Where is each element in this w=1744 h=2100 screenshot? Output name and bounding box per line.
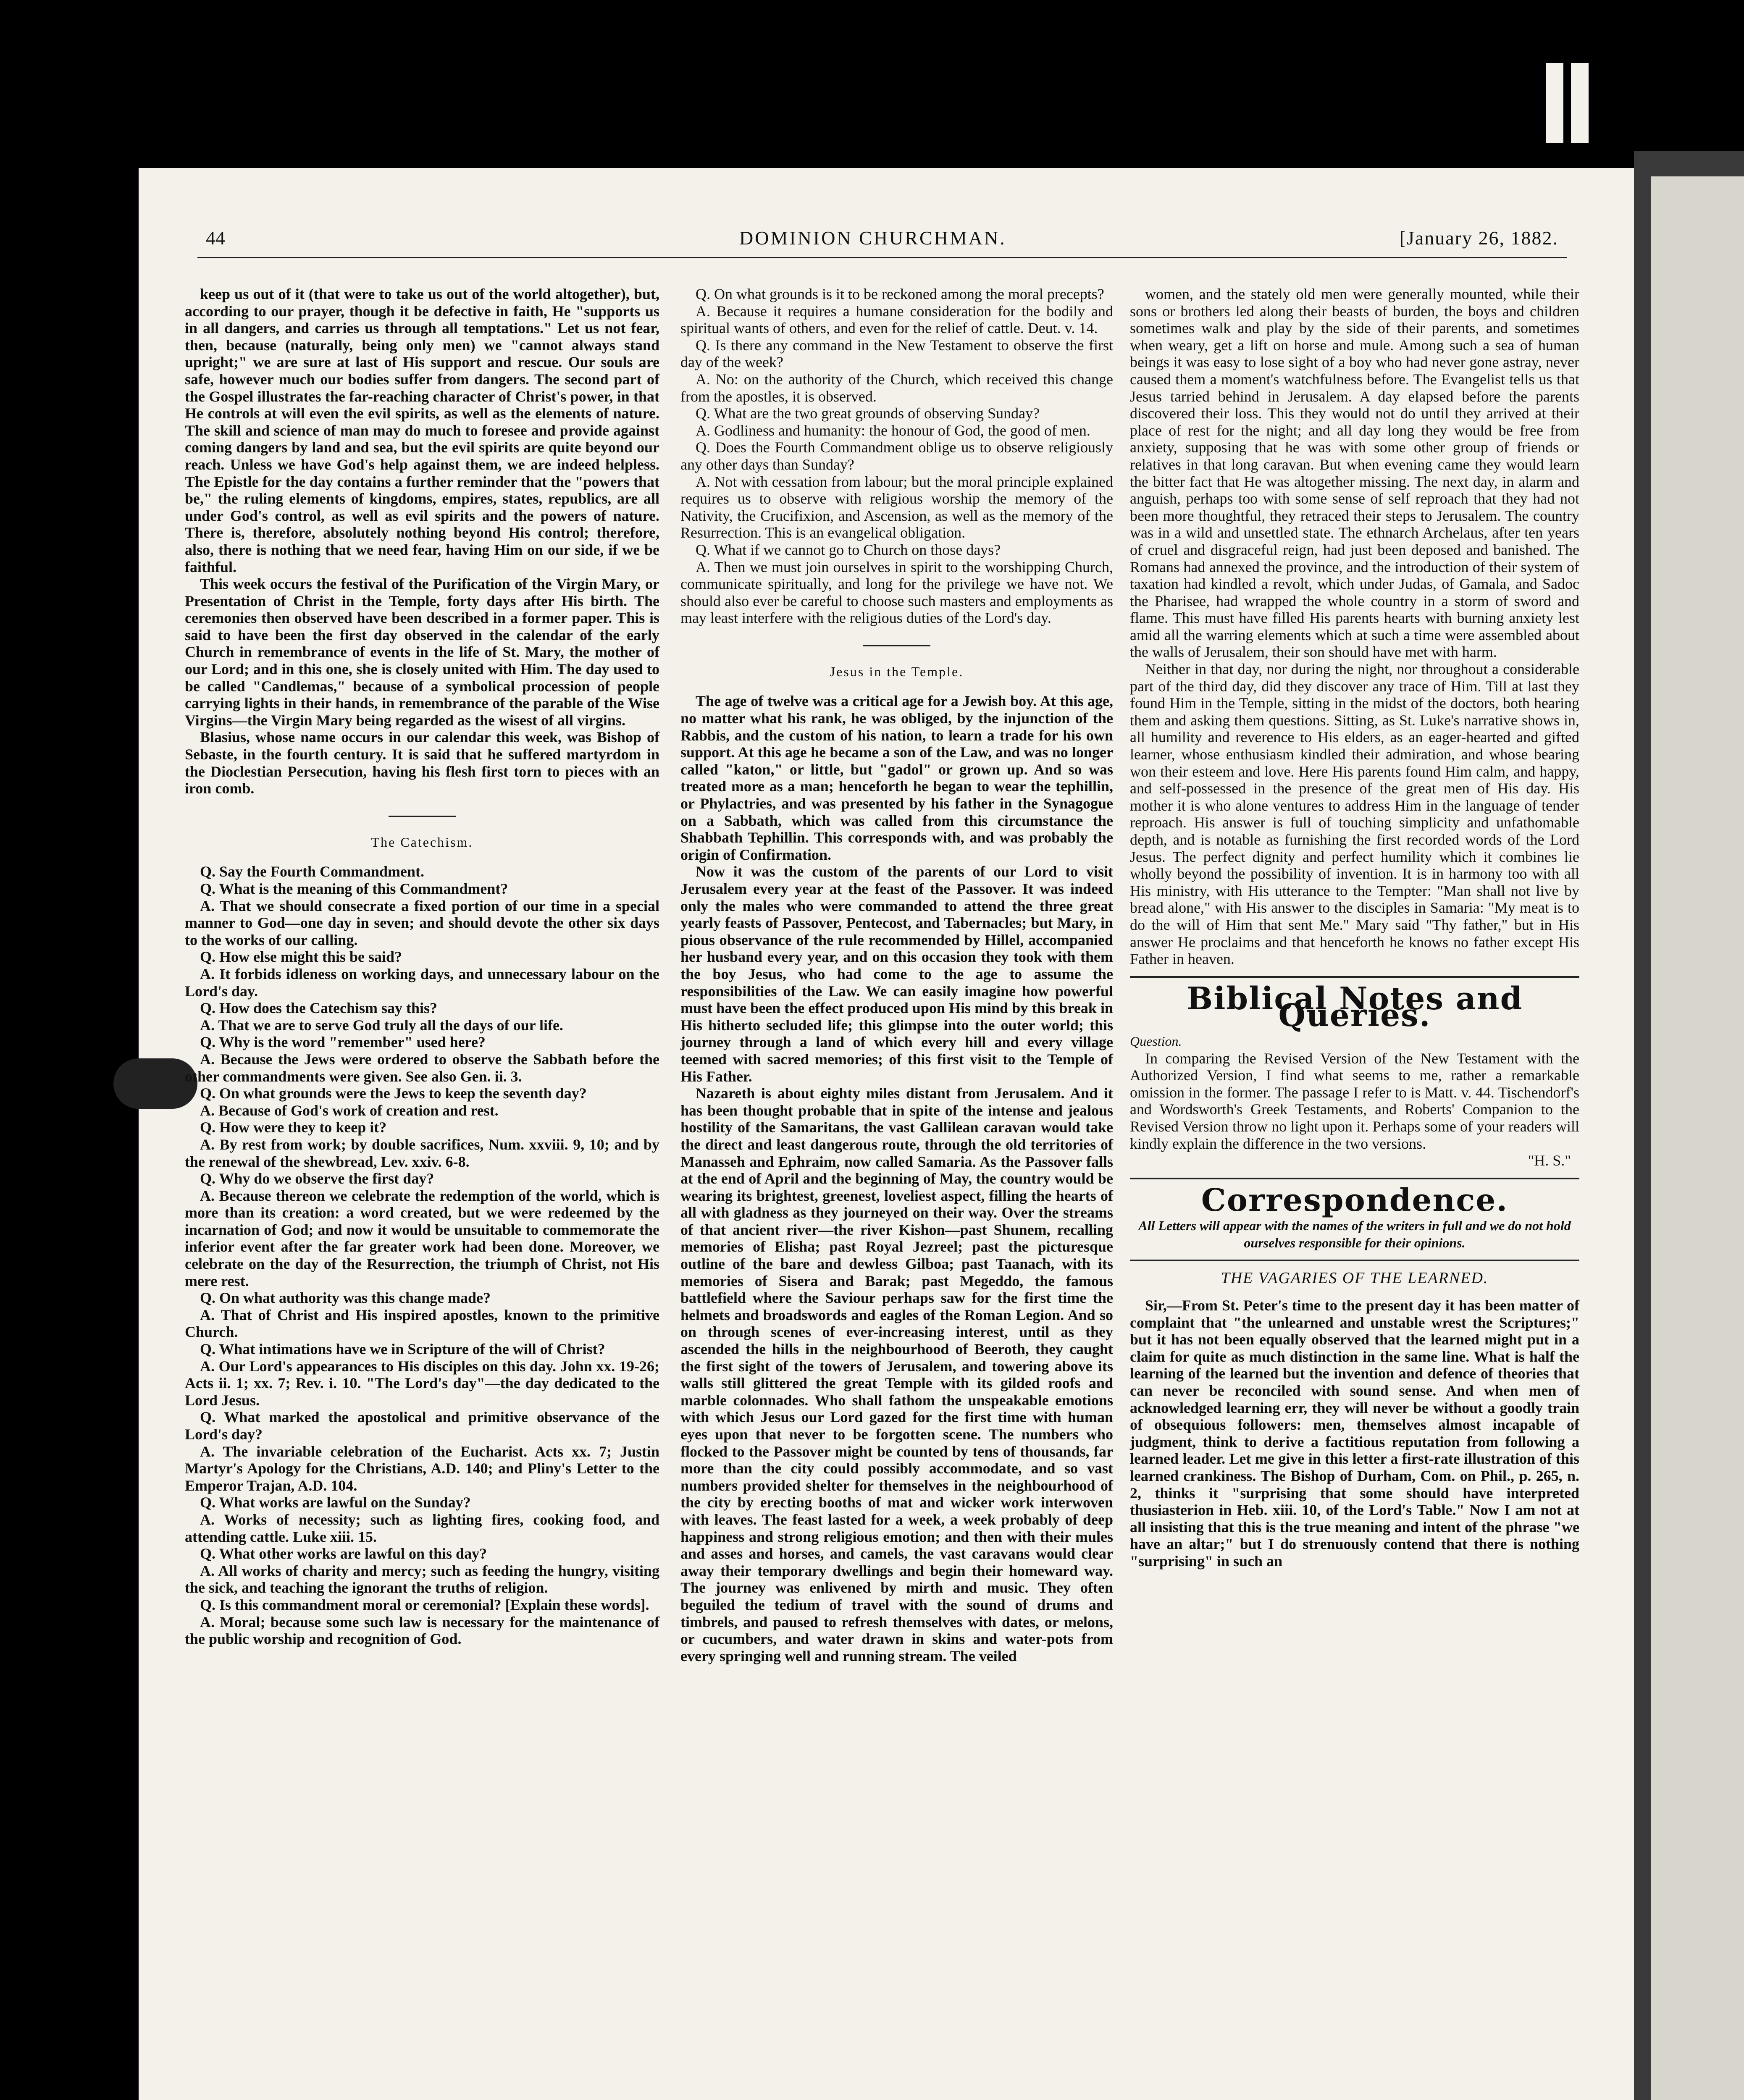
issue-date: [January 26, 1882.: [1399, 227, 1558, 249]
paragraph: A. That we are to serve God truly all the days of our life.: [200, 1016, 563, 1034]
paragraph: A. That we should consecrate a fixed portion of our time in a special manner to God—one day in seven; and should devote the other six days to the works of our calling.: [185, 897, 659, 948]
paragraph: Nazareth is about eighty miles distant from Jerusalem. And it has been thought probable that in spite of the intense and jealous hostility of the Samaritans, the vast Gallilean caravan would take the direct and least dangerous route, through the old territories of Manasseh and Ephraim, now called Samaria. As the Passover falls at the end of April and the beginning of May, the country would be wearing its brightest, greenest, loveliest aspect, filling the hearts of all with gladness as they journeyed on their way. Over the streams of that ancient river—the river Kishon—past Shunem, recalling memories of Elisha; past Royal Jezreel; past the picturesque outline of the bare and dewless Gilboa; past Taanach, with its memories of Sisera and Barak; past Megeddo, the famous battlefield where the Saviour perhaps saw for the first time the helmets and broadswords and eagles of the Roman Legion. And so on through scenes of ever-increasing interest, until as they ascended the hills in the neighbourhood of Beeroth, they caught the first sight of the towers of Jerusalem, and towering above its walls still glittered the great Temple with its gilded roofs and marble colonnades. Who shall fathom the unspeakable emotions with which Jesus our Lord gazed for the first time with human eyes upon that never to be forgotten scene. The numbers who flocked to the Passover might be counted by tens of thousands, far more than the city could possibly accommodate, and so vast numbers provided shelter for themselves in the neighbourhood of the city by erecting booths of mat and wicker work interwoven with leaves. The feast lasted for a week, a week probably of deep happiness and strong religious emotion; and then with their mules and asses and horses, and camels, the vast caravans would clear away their temporary dwellings and begin their homeward way. The journey was enlivened by mirth and music. They often beguiled the tedium of travel with the sound of drums and timbrels, and paused to refresh themselves with dates, or melons, or cucumbers, and water drawn in skins and water-pots from every springing well and running stream. The veiled: [680, 1085, 1113, 1664]
paragraph: A. Because the Jews were ordered to observe the Sabbath before the other commandments were given. See also Gen. ii. 3.: [185, 1050, 659, 1085]
paragraph: women, and the stately old men were generally mounted, while their sons or brothers led along their beasts of burden, the boys and children sometimes walk and play by the side of their parents, and sometimes when weary, get a lift on horse and mule. Among such a sea of human beings it was easy to lose sight of a boy who had never gone astray, never caused them a moment's watchfulness before. The Evangelist tells us that Jesus tarried behind in Jerusalem. A day elapsed before the parents discovered their loss. This they would not do until they arrived at their place of rest for the night; and all day long they would be free from anxiety, supposing that he was with some other group of friends or relatives in that long caravan. But when evening came they would learn the bitter fact that He was altogether missing. The next day, in alarm and anguish, perhaps too with some sense of self reproach that they had not been more thoughtful, they retraced their steps to Jerusalem. The country was in a wild and unsettled state. The ethnarch Archelaus, after ten years of cruel and disgraceful reign, had just been deposed and banished. The Romans had annexed the province, and the introduction of their system of taxation had kindled a revolt, which under Judas, of Gamala, and Sadoc the Pharisee, had wrapped the whole country in a storm of sword and flame. This must have filled His parents hearts with burning anxiety lest amid all the warring elements which at such a time were assembled about the walls of Jerusalem, their son should have met with harm.: [1130, 286, 1579, 661]
paragraph: A. By rest from work; by double sacrifices, Num. xxviii. 9, 10; and by the renewal of the shewbread, Lev. xxiv. 6-8.: [185, 1136, 659, 1170]
paragraph: A. The invariable celebration of the Eucharist. Acts xx. 7; Justin Martyr's Apology for the Christians, A.D. 140; and Pliny's Letter to the Emperor Trajan, A.D. 104.: [185, 1443, 659, 1494]
paragraph: Blasius, whose name occurs in our calendar this week, was Bishop of Sebaste, in the fourth century. It is said that he suffered martyrdom in the Dioclestian Persecution, having his flesh first torn to pieces with an iron comb.: [185, 729, 659, 797]
paragraph: Q. How were they to keep it?: [200, 1119, 387, 1136]
paragraph: Neither in that day, nor during the night, nor throughout a considerable part of the third day, did they discover any trace of Him. Till at last they found Him in the Temple, sitting in the midst of the doctors, both hearing them and asking them questions. Sitting, as St. Luke's narrative shows in, all humility and reverence to His elders, as an eager-hearted and gifted learner, whose enthusiasm kindled their admiration, and whose bearing won their esteem and love. Here His parents found Him calm, and happy, and self-possessed in the presence of the great men of His day. His mother it is who alone ventures to address Him in the language of tender reproach. His answer is full of touching simplicity and unfathomable depth, and is notable as furnishing the first recorded words of the Lord Jesus. The perfect dignity and perfect humility which it combines lie wholly beyond the possibility of invention. It is in harmony too with all His ministry, with His utterance to the Tempter: "Man shall not live by bread alone," with His answer to the disciples in Samaria: "My meat is to do the will of Him that sent Me." Mary said "Thy father," but in His answer He proclaims and that henceforth he knows no father except His Father in heaven.: [1130, 661, 1579, 968]
question-text: In comparing the Revised Version of the New Testament with the Authorized Version, I find what seems to me, rather a remarkable omission in the former. The passage I refer to is Matt. v. 44. Tischendorf's and Wordsworth's Greek Testaments, and Roberts' Companion to the Revised Version throw no light upon it. Perhaps some of your readers will kindly explain the difference in the two versions.: [1130, 1050, 1579, 1152]
paragraph: The age of twelve was a critical age for a Jewish boy. At this age, no matter what his rank, he was obliged, by the injunction of the Rabbis, and the custom of his nation, to learn a trade for his own support. At this age he became a son of the Law, and was no longer called "katon," or little, but "gadol" or grown up. And so was treated more as a man; henceforth he began to wear the tephillin, or Phylactries, and was presented by his father in the Synagogue on a Sabbath, which was called from this circumstance the Shabbath Tephillin. This corresponds with, and was probably the origin of Confirmation.: [680, 693, 1113, 863]
paragraph: Q. Why do we observe the first day?: [200, 1170, 434, 1187]
signature: "H. S.": [1528, 1152, 1571, 1169]
paragraph: Q. What are the two great grounds of observing Sunday?: [696, 405, 1040, 422]
paragraph: A. Our Lord's appearances to His disciples on this day. John xx. 19-26; Acts ii. 1; xx. 7; Rev. i. 10. "The Lord's day"—the day dedicated to the Lord Jesus.: [185, 1357, 659, 1409]
paragraph: Now it was the custom of the parents of our Lord to visit Jerusalem every year at the feast of the Passover. It was indeed only the males who were commanded to attend the three great yearly feasts of Passover, Pentecost, and Tabernacles; but Mary, in pious observance of the rule recommended by Hillel, accompanied her husband every year, and on this occasion they took with them the boy Jesus, who had come to the age to assume the responsibilities of the Law. We can easily imagine how powerful must have been the effect produced upon His mind by this break in His hitherto secluded life; this glimpse into the outer world; this journey through a land of which every hill and every village teemed with sacred memories; of this first visit to the Temple of His Father.: [680, 863, 1113, 1085]
biblical-notes-heading: Biblical Notes and Queries.: [1186, 980, 1523, 1034]
paragraph: A. Moral; because some such law is necessary for the maintenance of the public worship and recognition of God.: [185, 1613, 659, 1648]
paragraph: A. Because it requires a humane consideration for the bodily and spiritual wants of others, and even for the relief of cattle. Deut. v. 14.: [680, 302, 1113, 337]
paragraph: Q. Is there any command in the New Testament to observe the first day of the week?: [680, 336, 1113, 371]
publication-title: DOMINION CHURCHMAN.: [739, 227, 1006, 249]
letter-text: Sir,—From St. Peter's time to the present day it has been matter of complaint that "the unlearned and unstable wrest the Scriptures;" but it has not been equally observed that the learned might put in a claim for quite as much distinction in the same line. What is half the learning of the learned but the invention and defence of theories that can never be reconciled with sound sense. And when men of acknowledged learning err, they will never be without a goodly train of obsequious followers: men, themselves almost incapable of judgment, think to derive a factitious reputation from following a learned leader. Let me give in this letter a first-rate illustration of this learned crankiness. The Bishop of Durham, Com. on Phil., p. 265, n. 2, thinks it "surprising that some should have interpreted thusiasterion in Heb. xiii. 10, of the Lord's Table." Now I am not at all insisting that this is the true meaning and intent of the phrase "we have an altar;" but I do strenuously contend that there is nothing "surprising" in such an: [1130, 1297, 1579, 1570]
paragraph: Q. What marked the apostolical and primitive observance of the Lord's day?: [185, 1409, 659, 1443]
correspondence-heading: Correspondence.: [1201, 1182, 1508, 1218]
paragraph: Q. How else might this be said?: [200, 948, 402, 966]
paragraph: Q. What other works are lawful on this day?: [200, 1545, 487, 1562]
header-rule: [197, 257, 1567, 258]
paragraph: Q. What intimations have we in Scripture of the will of Christ?: [200, 1341, 605, 1358]
section-divider: [863, 645, 930, 646]
section-divider: [389, 816, 456, 817]
binding-mark: [1571, 63, 1589, 143]
adjacent-page-edge: [1634, 151, 1744, 2100]
paragraph: A. No: on the authority of the Church, which received this change from the apostles, it is observed.: [680, 370, 1113, 405]
paragraph: A. All works of charity and mercy; such as feeding the hungry, visiting the sick, and teaching the ignorant the truths of religion.: [185, 1562, 659, 1596]
paragraph: Q. Is this commandment moral or ceremonial? [Explain these words].: [200, 1596, 649, 1613]
binding-mark: [1546, 63, 1563, 143]
paragraph: Q. On what grounds were the Jews to keep the seventh day?: [200, 1085, 587, 1102]
paragraph: Q. What works are lawful on the Sunday?: [200, 1494, 471, 1511]
paragraph: Q. On what authority was this change made?: [200, 1289, 491, 1307]
paragraph: Q. What is the meaning of this Commandment?: [200, 880, 508, 897]
paragraph: A. Because thereon we celebrate the redemption of the world, which is more than its creation: a word created, but we were redeemed by the incarnation of God; and now it would be unsuitable to commemorate the inferior event after the far greater work had been done. Moreover, we celebrate on the day of the Resurrection, the triumph of Christ, not His mere rest.: [185, 1187, 659, 1289]
paragraph: A. Godliness and humanity: the honour of God, the good of men.: [696, 422, 1090, 439]
letter-title: THE VAGARIES OF THE LEARNED.: [1221, 1269, 1489, 1287]
page-header: [206, 223, 1558, 252]
paragraph: Q. What if we cannot go to Church on those days?: [696, 541, 1001, 558]
paragraph: keep us out of it (that were to take us out of the world altogether), but, according to our prayer, though it be defective in faith, He "supports us in all dangers, and carries us through all temptations." Let us not fear, then, because (naturally, being only men) we "cannot always stand upright;" we are sure at last of His support and rescue. Our souls are safe, however much our bodies suffer from dangers. The second part of the Gospel illustrates the far-reaching character of Christ's power, in that He controls at will even the evil spirits, as well as the elements of nature. The skill and science of man may do much to foresee and provide against coming dangers by land and sea, but the evil spirits are quite beyond our reach. Unless we have God's help against them, we are indeed helpless. The Epistle for the day contains a further reminder that the "powers that be," the ruling elements of kingdoms, empires, states, republics, are all under God's control, as well as evil spirits and the powers of nature. There is, therefore, absolutely nothing beyond His control; therefore, also, there is nothing that we need fear, having Him on our side, if we be faithful.: [185, 286, 659, 575]
temple-heading: Jesus in the Temple.: [830, 664, 964, 679]
paragraph: A. Not with cessation from labour; but the moral principle explained requires us to observe with religious worship the memory of the Nativity, the Crucifixion, and Ascension, as well as the memory of the Resurrection. This is an evangelical obligation.: [680, 473, 1113, 541]
paragraph: A. Then we must join ourselves in spirit to the worshipping Church, communicate spiritually, and long for the privilege we have not. We should also ever be careful to choose such masters and employments as may least interfere with the religious duties of the Lord's day.: [680, 558, 1113, 627]
paragraph: A. Because of God's work of creation and rest.: [200, 1102, 499, 1119]
paragraph: Q. Does the Fourth Commandment oblige us to observe religiously any other days than Sunday?: [680, 439, 1113, 473]
correspondence-note: All Letters will appear with the names of the writers in full and we do not hold ourselves responsible for their opinions.: [1138, 1218, 1571, 1250]
section-rule: [1130, 976, 1579, 978]
column-1: [185, 286, 659, 1648]
paragraph: Q. Why is the word "remember" used here?: [200, 1034, 486, 1051]
paragraph: Q. Say the Fourth Commandment.: [200, 863, 425, 880]
question-label: Question.: [1130, 1033, 1182, 1049]
paragraph: A. It forbids idleness on working days, and unnecessary labour on the Lord's day.: [185, 965, 659, 1000]
paragraph: A. Works of necessity; such as lighting fires, cooking food, and attending cattle. Luke xiii. 15.: [185, 1511, 659, 1545]
section-rule: [1130, 1260, 1579, 1261]
catechism-heading: The Catechism.: [371, 834, 473, 850]
column-3: [1130, 286, 1579, 1570]
paragraph: A. That of Christ and His inspired apostles, known to the primitive Church.: [185, 1306, 659, 1341]
paragraph: Q. On what grounds is it to be reckoned among the moral precepts?: [696, 286, 1104, 302]
paragraph: This week occurs the festival of the Purification of the Virgin Mary, or Presentation of Christ in the Temple, forty days after His birth. The ceremonies then observed have been described in a former paper. This is said to have been the first day observed in the calendar of the early Church in remembrance of events in the life of St. Mary, the mother of our Lord; and in this one, she is closely united with Him. The day used to be called "Candlemas," because of a symbolical procession of people carrying lights in their hands, in remembrance of the parable of the Wise Virgins—the Virgin Mary being regarded as the wisest of all virgins.: [185, 575, 659, 729]
section-rule: [1130, 1178, 1579, 1179]
paragraph: Q. How does the Catechism say this?: [200, 1000, 437, 1017]
page-number: 44: [206, 227, 225, 249]
column-2: [680, 286, 1113, 1664]
